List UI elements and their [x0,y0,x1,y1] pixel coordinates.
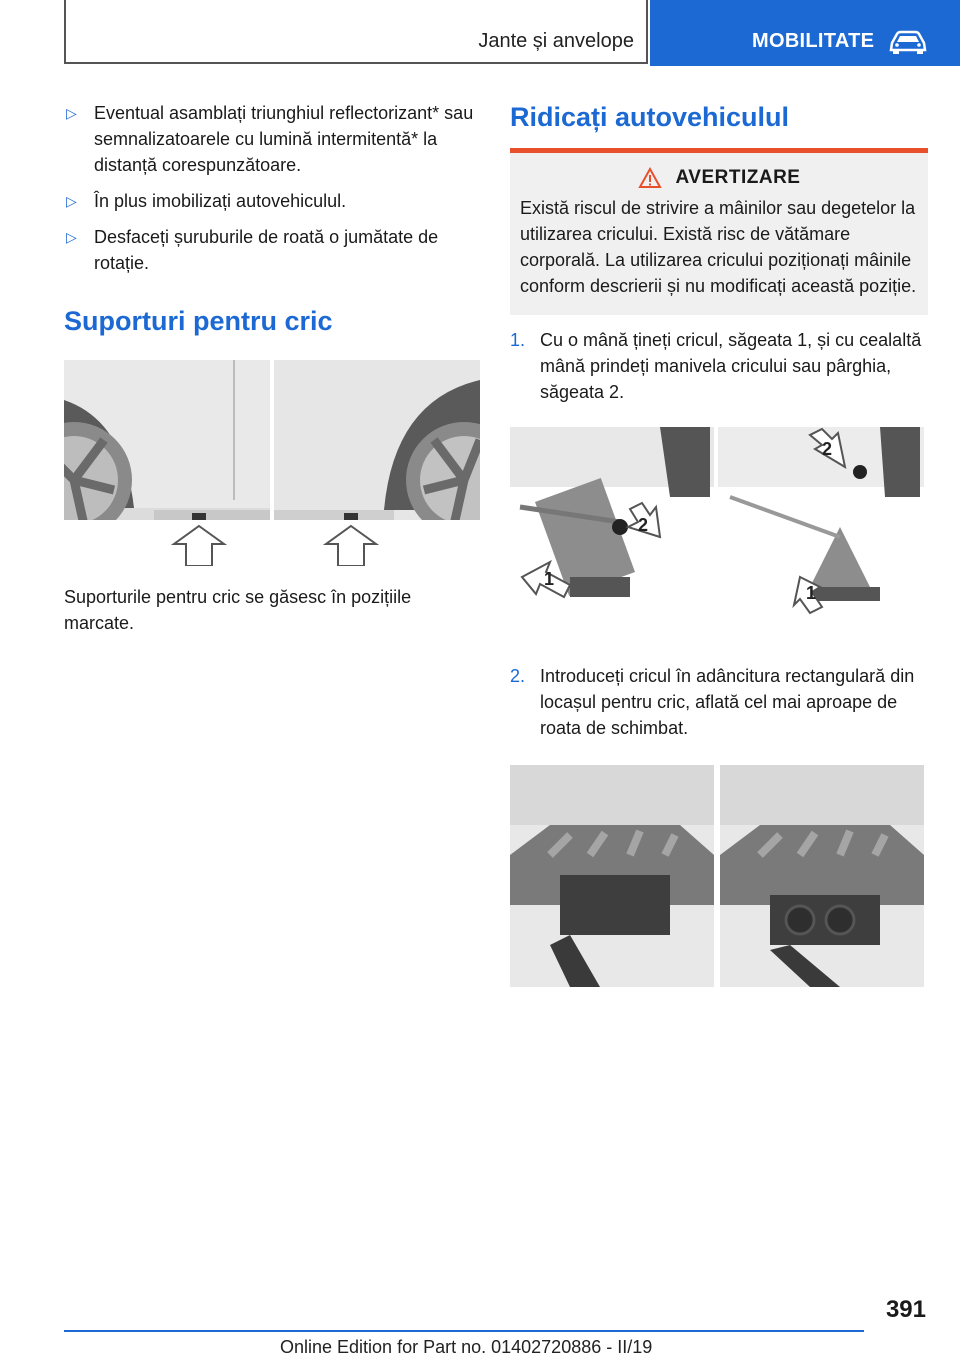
arrow-label: 2 [638,515,649,535]
footer-edition: Online Edition for Part no. 01402720886 - II/19 [280,1337,653,1357]
jack-points-heading: Suporturi pentru cric [64,306,333,336]
chapter-title: MOBILITATE [752,30,875,52]
warning-text: Există riscul de strivire a mâinilor sau degetelor la utilizarea cricului. Există risc de vătămare corporală. La utilizarea cricului poziționați mâinile conform descrierii și nu modificați această poziție. [520,198,917,296]
warning-triangle-icon [638,167,662,189]
left-column [64,100,480,636]
warning-title: AVERTIZARE [675,167,801,188]
step-number: 1. [510,330,526,350]
list-item: ▷ Eventual asamblați triunghiul reflectorizant* sau semnalizatoarele cu lumină intermitentă* la distanță corespunzătoare. [64,100,480,178]
illustration-caption: Suporturile pentru cric se găsesc în pozițiile marcate. [64,587,412,633]
triangle-bullet-icon: ▷ [66,229,77,245]
arrow-label: 1 [544,569,555,589]
triangle-bullet-icon: ▷ [66,105,77,121]
arrow-label: 1 [806,583,817,603]
page-number: 391 [885,1296,926,1323]
arrow-label: 2 [822,439,833,459]
car-icon [888,29,928,55]
section-title: Jante și anvelope [478,30,634,52]
list-item: ▷ Desfaceți șuruburile de roată o jumătate de rotație. [64,224,480,276]
list-item: ▷ În plus imobilizați autovehiculul. [64,188,480,214]
warning-box [510,153,928,315]
step-number: 2. [510,666,526,686]
footer-rule [64,1330,864,1332]
step-text: Cu o mână țineți cricul, săgeata 1, și cu cealaltă mână prindeți manivela cricului sau pârghia, săgeata 2. [540,330,922,402]
step-item [510,327,928,405]
step-item [510,663,928,741]
chapter-tab [650,0,960,66]
step-text: Introduceți cricul în adâncitura rectangulară din locașul pentru cric, aflată cel mai aproape de roata de schimbat. [540,666,915,738]
jack-handling-illustration [510,427,924,623]
jack-points-illustration [64,360,480,566]
triangle-bullet-icon: ▷ [66,193,77,209]
jack-socket-illustration [510,765,924,987]
lifting-heading: Ridicați autovehiculul [510,102,790,132]
right-column [510,100,928,987]
